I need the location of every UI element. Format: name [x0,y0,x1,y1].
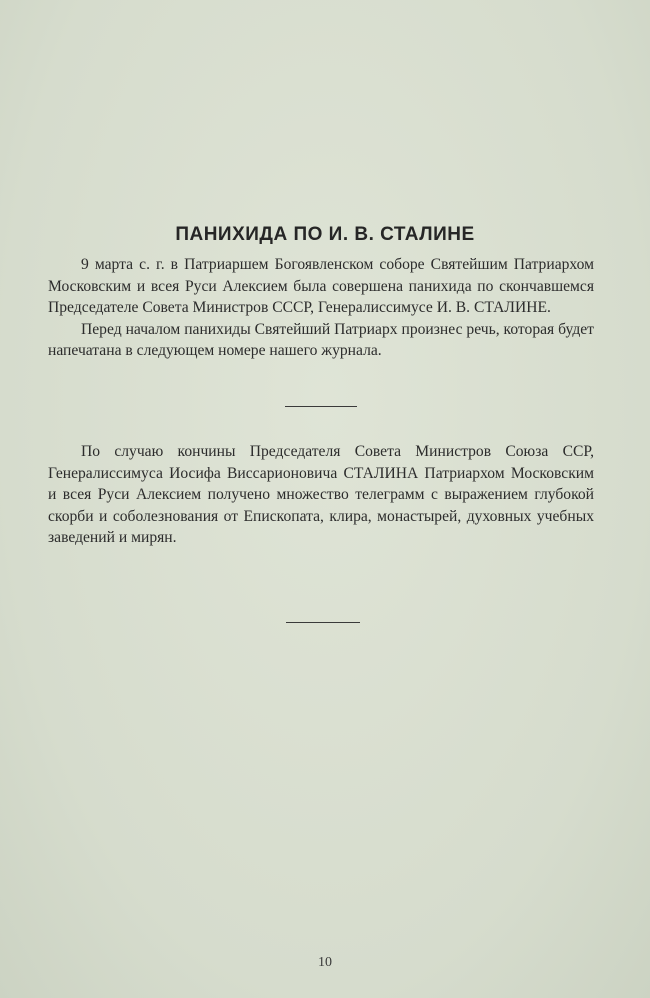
page-number: 10 [318,955,332,970]
article-paragraph-2: Перед началом панихиды Святейший Патриарх произнес речь, которая будет напечатана в следующем номере нашего журнала. [48,320,594,359]
article-title: ПАНИХИДА ПО И. В. СТАЛИНЕ [175,224,475,245]
section-divider-1 [285,406,357,407]
article-paragraph-1: 9 марта с. г. в Патриаршем Богоявленском соборе Святейшим Патриархом Московским и всея Руси Алексием была совершена панихида по скончавшемся Председателе Совета Министров СССР, Генералиссимусе И. В. СТАЛИНЕ. [48,256,594,316]
notice-paragraph: По случаю кончины Председателя Совета Министров Союза ССР, Генералиссимуса Иосифа Виссарионовича СТАЛИНА Патриархом Московским и всея Руси Алексием получено множество телеграмм с выражением глубокой скорби и соболезнования от Епископата, клира, монастырей, духовных учебных заведений и мирян. [48,443,594,546]
notice-body [48,441,594,549]
section-divider-2 [286,622,360,623]
article-body [48,254,594,362]
